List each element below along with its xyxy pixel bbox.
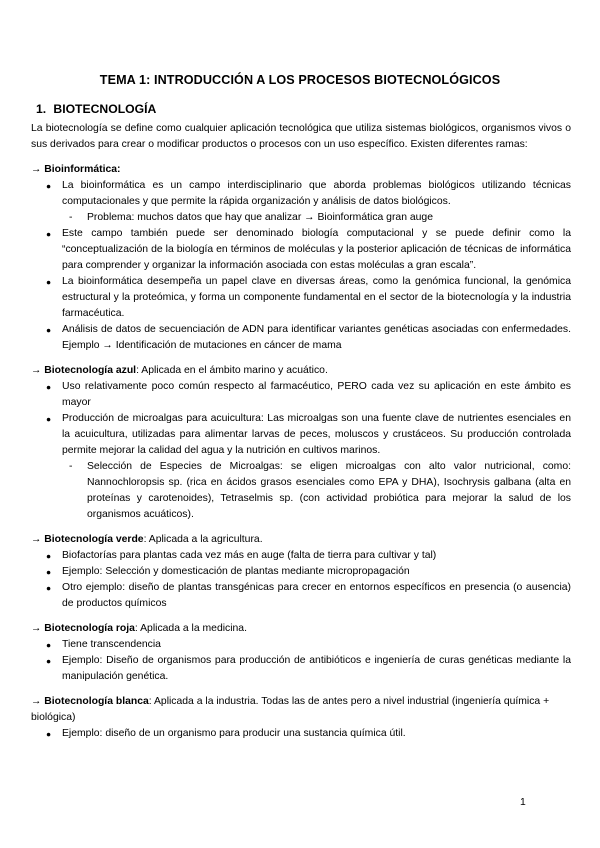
- list-item-text: Producción de microalgas para acuicultura: Las microalgas son una fuente clave de nutrientes esenciales en la acuicultura, utilizadas para alimentar larvas de peces, moluscos y crustáceos. Su producción controlada permite mejorar la calidad del agua y la nutrición en cultivos marinos.: [62, 413, 571, 456]
- branch-name: Biotecnología verde: [44, 534, 144, 545]
- bullet-icon: ●: [46, 656, 52, 666]
- sub-list-item: [62, 459, 571, 523]
- list-item-text: Uso relativamente poco común respecto al farmacéutico, PERO cada vez su aplicación en este ámbito es mayor: [62, 381, 571, 408]
- bullet-list: [31, 379, 571, 523]
- branch-name: Biotecnología roja: [44, 623, 135, 634]
- bullet-icon: ●: [46, 414, 52, 424]
- branch-description: : Aplicada a la industria. Todas las de antes pero a nivel industrial (ingeniería química + biológica): [31, 696, 550, 723]
- bullet-list: [31, 726, 571, 742]
- list-item: [31, 726, 571, 742]
- document-body: [31, 121, 571, 742]
- arrow-icon: →: [31, 623, 42, 634]
- list-item-text: Tiene transcendencia: [62, 639, 161, 650]
- branch-title-line: [31, 162, 571, 178]
- bullet-icon: ●: [46, 382, 52, 392]
- list-item: [31, 637, 571, 653]
- branch-section: [31, 532, 571, 612]
- list-item-text: Ejemplo: Selección y domesticación de plantas mediante micropropagación: [62, 566, 410, 577]
- bullet-list: [31, 637, 571, 685]
- arrow-icon: →: [31, 164, 42, 175]
- bullet-icon: ●: [46, 583, 52, 593]
- section-heading-text: BIOTECNOLOGÍA: [53, 102, 157, 116]
- branch-description: : Aplicada a la medicina.: [134, 623, 247, 634]
- branch-name: Biotecnología blanca: [44, 696, 149, 707]
- list-item: [31, 322, 571, 354]
- sub-list-item: [62, 210, 571, 226]
- arrow-icon: →: [31, 365, 42, 376]
- list-item-text: La bioinformática desempeña un papel clave en diversas áreas, como la genómica funcional, la genómica estructural y la proteómica, y forma un componente fundamental en el sector de la biotecnología y la industria farmacéutica.: [62, 276, 571, 319]
- branch-name: Bioinformática:: [44, 164, 121, 175]
- page-number: 1: [520, 797, 526, 808]
- bullet-icon: ●: [46, 277, 52, 287]
- sub-list: [62, 210, 571, 226]
- list-item-text: Otro ejemplo: diseño de plantas transgénicas para crecer en entornos específicos en presencia (o ausencia) de productos químicos: [62, 582, 571, 609]
- section-number: 1.: [36, 102, 47, 116]
- list-item: [31, 564, 571, 580]
- list-item-text: Este campo también puede ser denominado biología computacional y se puede definir como la “conceptualización de la biología en términos de moléculas y la posterior aplicación de técnicas de informática para comprender y organizar la información asociada con estas moléculas a gran escala”.: [62, 228, 571, 271]
- list-item-text: Análisis de datos de secuenciación de ADN para identificar variantes genéticas asociadas con enfermedades. Ejemplo → Identificación de mutaciones en cáncer de mama: [62, 324, 571, 351]
- sub-list-item-text: Selección de Especies de Microalgas: se eligen microalgas con alto valor nutricional, como: Nannochloropsis sp. (rica en ácidos grasos esenciales como EPA y DHA), Isochrysis galbana (alta en proteínas y carotenoides), Tetraselmis sp. (con actividad probiótica para mejorar la salud de los organismos acuáticos).: [87, 461, 571, 520]
- bullet-icon: ●: [46, 729, 52, 739]
- list-item: [31, 653, 571, 685]
- dash-icon: -: [69, 461, 73, 472]
- bullet-icon: ●: [46, 325, 52, 335]
- list-item-text: Biofactorías para plantas cada vez más en auge (falta de tierra para cultivar y tal): [62, 550, 437, 561]
- list-item-text: La bioinformática es un campo interdisciplinario que aborda problemas biológicos utilizando técnicas computacionales y que permite la rápida organización y análisis de datos biológicos.: [62, 180, 571, 207]
- document-title: TEMA 1: INTRODUCCIÓN A LOS PROCESOS BIOTECNOLÓGICOS: [99, 73, 501, 87]
- list-item: [31, 226, 571, 274]
- bullet-icon: ●: [46, 181, 52, 191]
- list-item: [31, 411, 571, 523]
- branch-title-line: [31, 621, 571, 637]
- branch-section: [31, 363, 571, 523]
- section-heading: [36, 102, 156, 116]
- list-item: [31, 580, 571, 612]
- bullet-icon: ●: [46, 229, 52, 239]
- branch-title-line: [31, 694, 571, 726]
- list-item: [31, 178, 571, 226]
- arrow-icon: →: [31, 534, 42, 545]
- bullet-icon: ●: [46, 640, 52, 650]
- branch-section: [31, 694, 571, 742]
- list-item-text: Ejemplo: Diseño de organismos para producción de antibióticos e ingeniería de curas genéticas mediante la manipulación genética.: [62, 655, 571, 682]
- branch-title-line: [31, 532, 571, 548]
- branch-name: Biotecnología azul: [44, 365, 137, 376]
- branch-description: : Aplicada en el ámbito marino y acuático.: [136, 365, 328, 376]
- sub-list: [62, 459, 571, 523]
- list-item: [31, 274, 571, 322]
- branch-description: : Aplicada a la agricultura.: [143, 534, 263, 545]
- dash-icon: -: [69, 212, 73, 223]
- arrow-icon: →: [31, 696, 42, 707]
- list-item: [31, 548, 571, 564]
- intro-paragraph: La biotecnología se define como cualquier aplicación tecnológica que utiliza sistemas biológicos, organismos vivos o sus derivados para crear o modificar productos o procesos con un uso específico. Existen diferentes ramas:: [31, 123, 571, 150]
- sub-list-item-text: Problema: muchos datos que hay que analizar → Bioinformática gran auge: [87, 212, 433, 223]
- branch-section: [31, 621, 571, 685]
- bullet-list: [31, 548, 571, 612]
- list-item: [31, 379, 571, 411]
- bullet-list: [31, 178, 571, 354]
- list-item-text: Ejemplo: diseño de un organismo para producir una sustancia química útil.: [62, 728, 406, 739]
- bullet-icon: ●: [46, 551, 52, 561]
- branch-section: [31, 162, 571, 354]
- bullet-icon: ●: [46, 567, 52, 577]
- branch-title-line: [31, 363, 571, 379]
